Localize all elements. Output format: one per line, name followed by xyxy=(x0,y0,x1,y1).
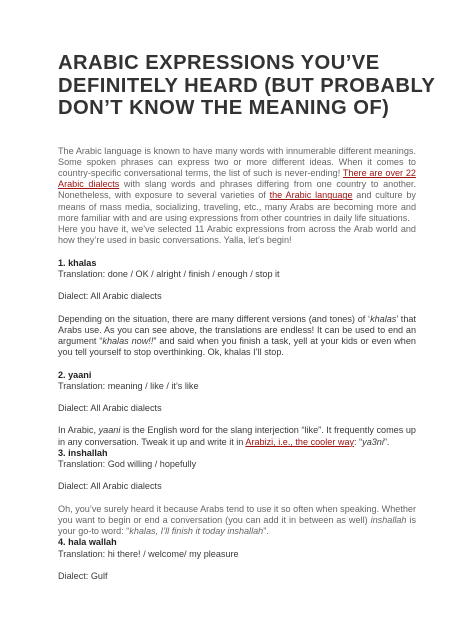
item-translation-hala-wallah: Translation: hi there! / welcome/ my pleasure xyxy=(58,548,239,559)
page-title xyxy=(58,52,436,120)
desc-text: In Arabic, xyxy=(58,425,99,436)
desc-italic: khalas, I’ll finish it today inshallah xyxy=(129,526,264,537)
desc-text: : “ xyxy=(354,436,363,447)
desc-italic: yaani xyxy=(98,425,121,436)
desc-text: Depending on the situation, there are many different versions (and tones) of ‘ xyxy=(58,313,371,324)
item-translation-inshallah: Translation: God willing / hopefully xyxy=(58,459,197,470)
item-dialect-yaani: Dialect: All Arabic dialects xyxy=(58,403,162,414)
link-arabizi[interactable]: Arabizi, i.e., the cooler way xyxy=(245,436,355,447)
intro-text-b: with slang words and phrases differing from one country to another. Nonetheless, with exposure to several varieties of xyxy=(58,179,416,201)
intro-paragraph xyxy=(58,146,416,224)
item-heading-yaani: 2. yaani xyxy=(58,369,92,380)
item-heading-khalas: 1. khalas xyxy=(58,257,97,268)
desc-text: ” and said when you finish a task, yell at your kids or even when you tell yourself to stop overthinking. Ok, khalas I’ll stop. xyxy=(58,335,416,358)
desc-text: ”. xyxy=(263,526,269,537)
title-line-3: DON’T KNOW THE MEANING OF) xyxy=(58,97,390,119)
desc-italic: khalas now!! xyxy=(102,335,154,346)
desc-text: ”. xyxy=(383,436,390,447)
item-dialect-hala-wallah: Dialect: Gulf xyxy=(58,571,108,582)
item-translation-khalas: Translation: done / OK / alright / finish / enough / stop it xyxy=(58,268,280,279)
title-line-1: ARABIC EXPRESSIONS YOU’VE xyxy=(58,52,380,74)
item-description-yaani xyxy=(58,425,416,447)
desc-text: Oh, you’ve surely heard it because Arabs tend to use it so often when speaking. Whether you want to begin or end a conversation (you can add it in between as well) xyxy=(58,503,416,526)
desc-italic: ya3ni xyxy=(362,436,384,447)
item-description-khalas xyxy=(58,314,416,359)
item-dialect-inshallah: Dialect: All Arabic dialects xyxy=(58,481,162,492)
item-description-inshallah xyxy=(58,504,416,538)
item-heading-hala-wallah: 4. hala wallah xyxy=(58,537,117,548)
title-line-2: DEFINITELY HEARD (BUT PROBABLY xyxy=(58,74,436,97)
intro-text-c: and culture by means of mass media, socializing, traveling, etc., many Arabs are becoming more and more familiar with and are using expressions from other countries in daily life situations. xyxy=(58,190,416,223)
desc-italic: inshallah xyxy=(370,515,407,526)
item-translation-yaani: Translation: meaning / like / it’s like xyxy=(58,380,199,391)
item-heading-inshallah: 3. inshallah xyxy=(58,447,108,458)
link-arabic-dialects[interactable]: There are over 22 Arabic dialects xyxy=(58,167,416,190)
item-dialect-khalas: Dialect: All Arabic dialects xyxy=(58,291,162,302)
intro-text-a: The Arabic language is known to have many words with innumerable different meanings. Some spoken phrases can express two or more different ideas. When it comes to country-specific conversational terms, the list of such is never-ending! xyxy=(58,145,416,178)
desc-text: is your go-to word: “ xyxy=(58,515,416,537)
intro-paragraph-2: Here you have it, we’ve selected 11 Arabic expressions from across the Arab world and how they’re used in basic conversations. Yalla, let’s begin! xyxy=(58,223,416,246)
link-arabic-language[interactable]: the Arabic language xyxy=(269,190,353,201)
desc-text: is the English word for the slang interjection “like”. It frequently comes up in any conversation. Tweak it up and write it in xyxy=(58,425,416,447)
desc-text: ’ that Arabs use. As you can see above, the translations are endless! It can be used to end an argument “ xyxy=(58,313,416,346)
desc-italic: khalas xyxy=(370,313,397,324)
